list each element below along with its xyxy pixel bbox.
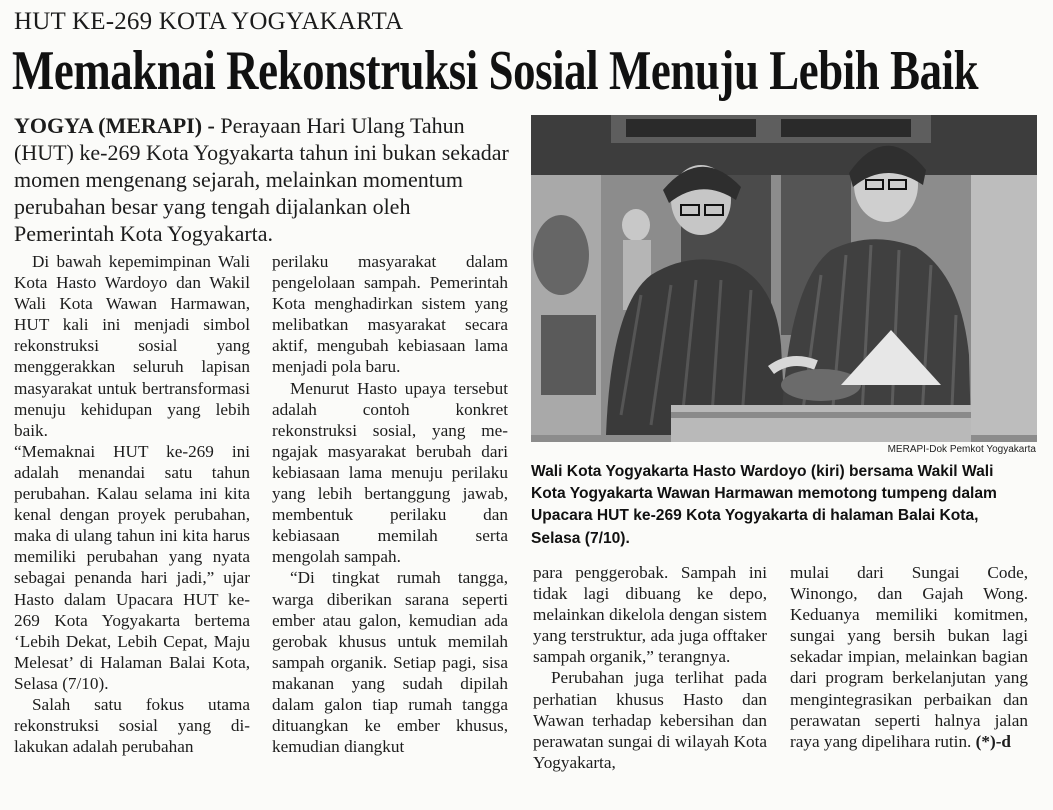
body-column-1 bbox=[14, 251, 250, 757]
photo-caption: Wali Kota Yogyakarta Hasto Wardoyo (kiri) bersama Wakil Wali Kota Yogyakarta Wawan Harmawan memotong tumpeng dalam Upacara HUT ke-269 Kota Yogyakarta di halaman Balai Kota, Selasa (7/10). bbox=[531, 463, 997, 547]
paragraph: Salah satu fokus utama rekonstruksi sosial yang dilakukan adalah perubahan bbox=[14, 694, 250, 757]
body-column-3 bbox=[533, 562, 767, 773]
paragraph: “Di tingkat rumah tangga, warga diberikan sarana seperti ember atau galon, kemudian ada gerobak khusus untuk memilah sampah organik. Setiap pagi, sisa makanan yang sudah dipilah dalam galon tiap rumah tangga dituangkan ke ember khusus, kemudian diangkut bbox=[272, 568, 508, 757]
kicker: HUT KE-269 KOTA YOGYAKARTA bbox=[14, 8, 404, 35]
headline: Memaknai Rekonstruksi Sosial Menuju Lebih Baik bbox=[12, 40, 979, 102]
paragraph: “Memaknai HUT ke-269 ini adalah menandai satu tahun perubahan. Kalau selama ini kita kenal dengan proyek perubahan, maka di ulang tahun ini kita harus memiliki perubahan yang nyata sebagai penanda hari jadi,” ujar Hasto dalam Upacara HUT ke-269 Kota Yogyakarta bertema ‘Lebih Dekat, Lebih Cepat, Maju Melesat’ di Halaman Balai Kota, Selasa (7/10). bbox=[14, 441, 250, 693]
paragraph-text: mulai dari Sungai Code, Winongo, dan Gajah Wong. Keduanya memiliki komitmen, sungai yang bersih bukan lagi sekadar impian, melainkan bagian dari program berkelanjutan yang mengintegrasikan perbaikan dan perawatan seperti halnya jalan raya yang dipelihara rutin. bbox=[790, 563, 1028, 751]
news-photo bbox=[531, 115, 1037, 442]
paragraph: Menurut Hasto upaya tersebut adalah contoh konkret rekonstruksi sosial, yang mengajak masyarakat berubah dari kebiasaan lama menuju perilaku yang lebih bertanggung jawab, membentuk perilaku dan kebiasaan memilah serta mengolah sampah. bbox=[272, 378, 508, 567]
paragraph bbox=[790, 562, 1028, 752]
signoff: (*)-d bbox=[975, 731, 1011, 751]
paragraph: Perubahan juga terlihat pada perhatian khusus Hasto dan Wawan terhadap kebersihan dan perawatan sungai di wilayah Kota Yogyakarta, bbox=[533, 668, 767, 772]
paragraph: Di bawah kepemimpinan Wali Kota Hasto Wardoyo dan Wakil Wali Kota Wawan Harmawan, HUT kali ini menjadi simbol rekonstruksi sosial yang menggerakkan seluruh lapisan masyarakat untuk bertransformasi menuju kehidupan yang lebih baik. bbox=[14, 252, 250, 440]
body-column-2 bbox=[272, 251, 508, 757]
paragraph: perilaku masyarakat dalam pengelolaan sampah. Pemerintah Kota menghadirkan sistem yang melibatkan masyarakat secara aktif, mengubah kebiasaan lama menjadi pola baru. bbox=[272, 252, 508, 377]
body-column-4 bbox=[790, 562, 1028, 752]
lead-text: Perayaan Hari Ulang Tahun (HUT) ke-269 Kota Yogyakarta tahun ini bukan sekadar momen mengenang sejarah, melainkan momentum perubahan besar yang tengah dijalankan oleh Pemerintah Kota Yogyakarta. bbox=[14, 113, 509, 246]
photo-credit: MERAPI-Dok Pemkot Yogyakarta bbox=[887, 444, 1036, 455]
paragraph: para penggerobak. Sampah ini tidak lagi dibuang ke depo, melainkan dikelola dengan sistem yang terstruktur, ada juga offtaker sampah organik,” terangnya. bbox=[533, 563, 767, 667]
dateline: YOGYA (MERAPI) - bbox=[14, 113, 215, 138]
lead-paragraph bbox=[14, 112, 514, 247]
